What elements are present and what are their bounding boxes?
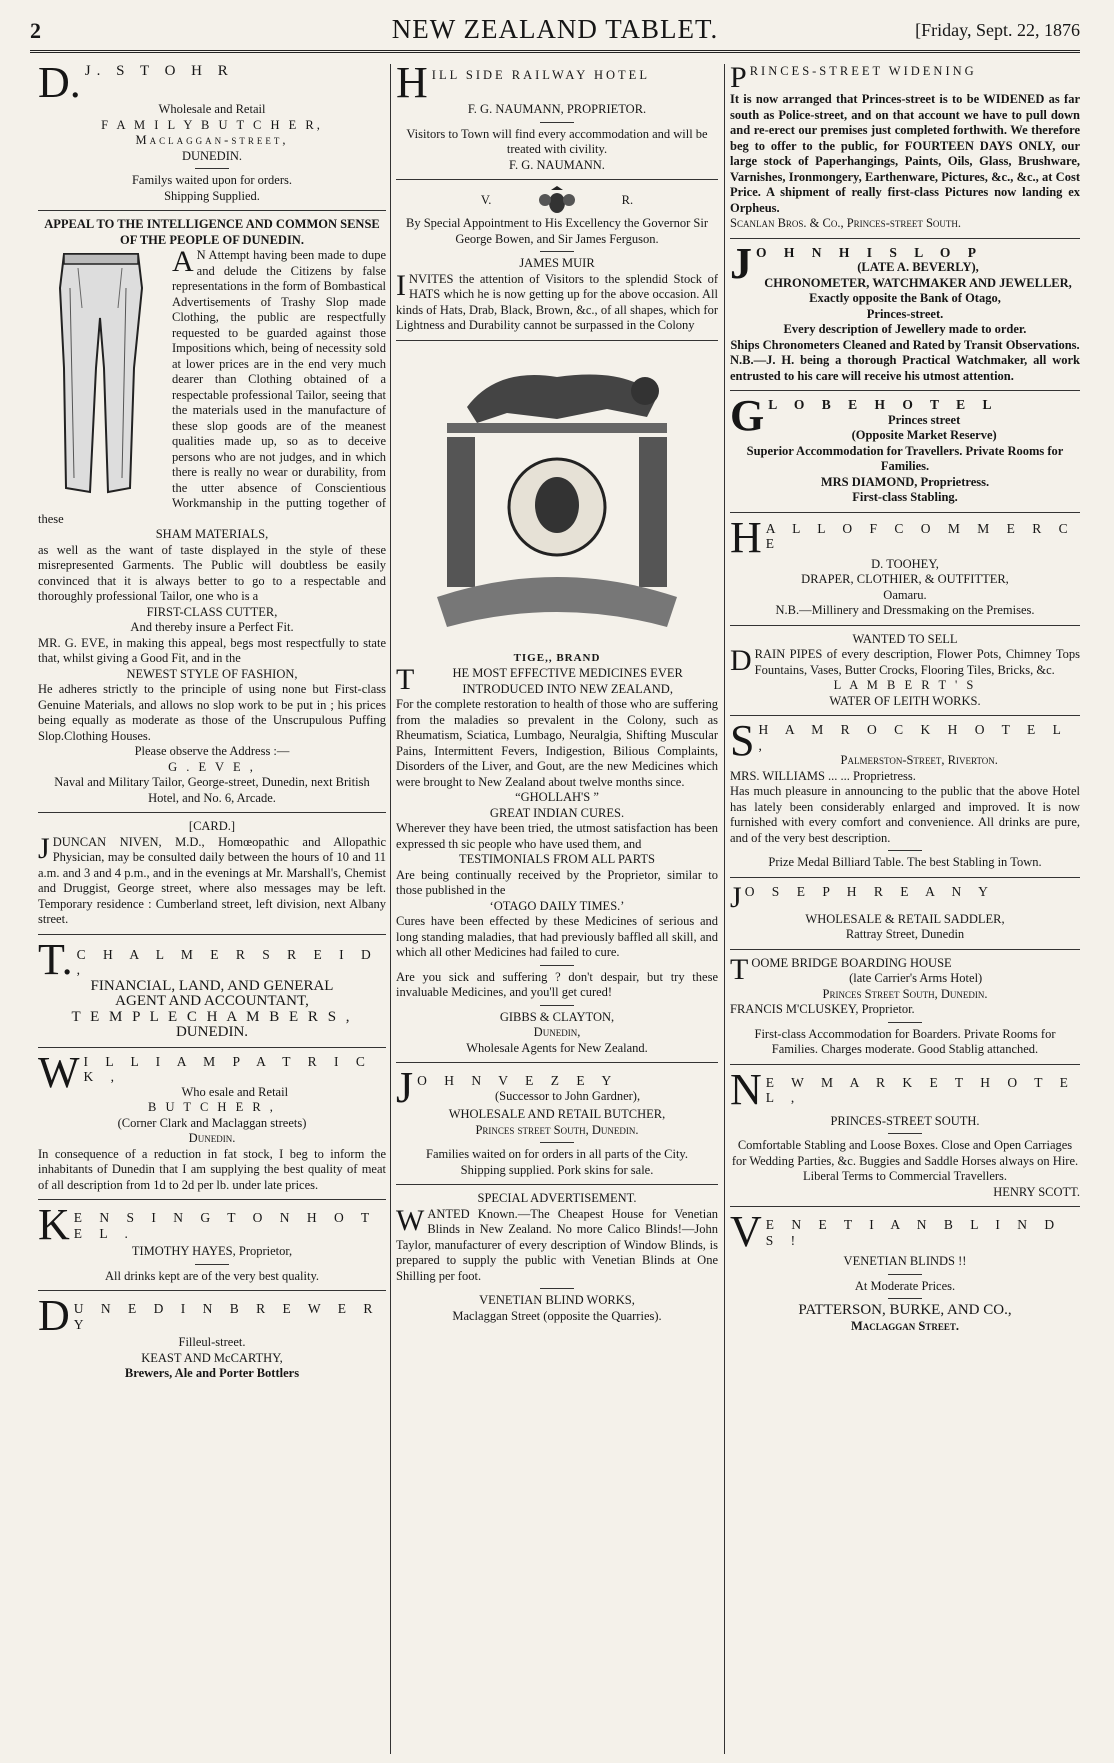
crest-letter: R. bbox=[621, 192, 634, 207]
masthead bbox=[30, 14, 1080, 48]
ad-line: Familys waited upon for orders. bbox=[131, 173, 293, 187]
drop-cap: A bbox=[172, 245, 194, 278]
advertiser-name: C H A L M E R S R E I D , bbox=[76, 946, 378, 977]
column-1 bbox=[38, 64, 386, 1754]
ad-separator bbox=[38, 1047, 386, 1048]
ad-line: Princes street bbox=[887, 412, 961, 427]
ad-separator bbox=[396, 1062, 718, 1063]
short-rule bbox=[540, 965, 574, 966]
ad-headline: OOME BRIDGE BOARDING HOUSE bbox=[751, 955, 952, 970]
ad-line: Filleul-street. bbox=[178, 1335, 246, 1349]
drop-cap: W bbox=[396, 1203, 425, 1237]
ad-body: Comfortable Stabling and Loose Boxes. Close and Open Carriages for Wedding Parties, &c. Buggies and Saddle Horses always on Hire. Liberal Terms to Commercial Travellers. bbox=[731, 1138, 1079, 1183]
ad-line: B U T C H E R , bbox=[148, 1100, 276, 1114]
ad-sign: VENETIAN BLIND WORKS, bbox=[479, 1293, 635, 1307]
advertiser-name: O S E P H R E A N Y bbox=[744, 883, 995, 899]
ad-separator bbox=[730, 625, 1080, 626]
ad-hillside-hotel bbox=[396, 64, 718, 173]
advertiser-name: L O B E H O T E L bbox=[768, 397, 999, 412]
ad-title: TESTIMONIALS FROM ALL PARTS bbox=[459, 852, 655, 866]
drop-cap: J bbox=[38, 831, 50, 865]
advertiser-name: O H N V E Z E Y bbox=[417, 1073, 619, 1088]
ad-separator bbox=[38, 934, 386, 935]
ad-body: Families waited on for orders in all parts of the City. bbox=[426, 1147, 688, 1161]
drop-cap: S bbox=[730, 716, 755, 765]
short-rule bbox=[540, 1005, 574, 1006]
trousers-illustration bbox=[38, 248, 166, 498]
ad-line: Rattray Street, Dunedin bbox=[845, 927, 965, 941]
short-rule bbox=[540, 1142, 574, 1143]
drop-cap: J bbox=[730, 880, 742, 914]
ad-hall-of-commerce bbox=[730, 512, 1080, 619]
ad-address: Maclaggan Street (opposite the Quarries). bbox=[452, 1308, 662, 1323]
ad-separator bbox=[38, 1290, 386, 1291]
royal-crest-icon bbox=[535, 186, 579, 216]
advertiser-name: J. S T O H R bbox=[84, 64, 234, 79]
column-divider bbox=[390, 64, 391, 1754]
ad-line: FRANCIS M'CLUSKEY, Proprietor. bbox=[730, 1002, 915, 1016]
ad-body: ANTED Known.—The Cheapest House for Venetian Blinds in New Zealand. No more Calico Blinds!—John Taylor, manufacturer of every description of Window Blinds, is prepared to supply the public with Venetian Blinds at One Shilling per foot. bbox=[396, 1206, 718, 1283]
ad-body: Are being continually received by the Proprietor, similar to those published in the bbox=[396, 867, 718, 897]
newspaper-title: NEW ZEALAND TABLET. bbox=[391, 14, 719, 44]
ad-line: FINANCIAL, LAND, AND GENERAL bbox=[90, 977, 334, 994]
advertiser-name: E W M A R K E T H O T E L , bbox=[765, 1074, 1075, 1105]
ad-venetian-blinds bbox=[730, 1207, 1080, 1334]
drop-cap: D bbox=[38, 1291, 70, 1340]
advertiser-name: G . E V E , bbox=[168, 759, 256, 774]
ad-body: Shipping supplied. Pork skins for sale. bbox=[460, 1162, 654, 1177]
ad-line: Exactly opposite the Bank of Otago, bbox=[809, 291, 1001, 305]
ad-body: Cures have been effected by these Medicines of serious and long standing maladies, that had previously baffled all skill, and which all other Medicines had failed to cure. bbox=[396, 914, 718, 959]
ad-line: N.B.—Millinery and Dressmaking on the Premises. bbox=[775, 603, 1035, 617]
column-divider bbox=[724, 64, 725, 1754]
ad-line: DRAPER, CLOTHIER, & OUTFITTER, bbox=[801, 572, 1009, 586]
ad-line: Wholesale and Retail bbox=[158, 102, 266, 116]
ad-body: N Attempt having been made to dupe and delude the Citizens by false representations in the form of Bombastical Advertisements of Trashy Slop made Clothing, the public are respectfully requested to be guarded against those Impositions which, being of necessity sold at lower prices are in the end very much dearer than Clothing obtained of a respectable professional Tailor, seeing that the materials used in the manufacture of these slop goods are of the meanest qualities made up, so as to deceive persons who are not judges, and in which there is really no wear or durability, from the utter absence of Conscientious Workmanship in the putting together of these bbox=[38, 248, 386, 526]
ad-dunedin-brewery bbox=[38, 1291, 386, 1382]
short-rule bbox=[888, 850, 922, 851]
advertiser-name: L A M B E R T ' S bbox=[833, 678, 977, 692]
ad-line: WATER OF LEITH WORKS. bbox=[829, 693, 981, 708]
advertiser-name: H A M R O C K H O T E L , bbox=[758, 722, 1068, 753]
ad-stohr bbox=[38, 64, 386, 204]
ad-sign: Scanlan Bros. & Co., Princes-street South. bbox=[730, 216, 962, 230]
ad-sign: GIBBS & CLAYTON, bbox=[499, 1009, 615, 1024]
short-rule bbox=[195, 1264, 229, 1265]
drop-cap: T bbox=[730, 952, 749, 986]
ad-body: Has much pleasure in announcing to the public that the above Hotel has lately been considerably enlarged and improved. It is now furnished with every comfort and convenience. All drinks are pure, and of the very best description. bbox=[730, 784, 1080, 845]
drop-cap: J bbox=[396, 1063, 414, 1112]
short-rule bbox=[888, 1298, 922, 1299]
ad-label: [CARD.] bbox=[188, 819, 236, 833]
short-rule bbox=[888, 1133, 922, 1134]
drop-cap: D. bbox=[38, 64, 81, 107]
ad-body: DUNCAN NIVEN, M.D., Homœopathic and Allopathic Physician, may be consulted daily between the hours of 10 and 11 a.m. and 3 and 4 p.m., and in the evenings at Mr. Marshall's, Chemist and Druggist, George street, where also messages may be left. Temporary residence : Cumberland street, left division, next Albany street. bbox=[38, 834, 386, 926]
advertiser-name: ILL SIDE RAILWAY HOTEL bbox=[431, 68, 650, 82]
ad-body: Wherever they have been tried, the utmost satisfaction has been expressed th sic people who have used them, and bbox=[396, 821, 718, 851]
ad-body: By Special Appointment to His Excellency the Governor Sir George Bowen, and Sir James Ferguson. bbox=[405, 216, 709, 246]
drop-cap: T bbox=[396, 663, 415, 696]
ad-body: And thereby insure a Perfect Fit. bbox=[130, 620, 294, 634]
ad-body: NVITES the attention of Visitors to the splendid Stock of HATS which he is now getting up for the above occasion. All kinds of Hats, Drab, Black, Brown, &c., of all shapes, which for Lightness and Durability cannot be surpassed in the Colony bbox=[396, 271, 718, 332]
ad-globe-hotel bbox=[730, 391, 1080, 506]
ad-separator bbox=[396, 340, 718, 341]
ad-line: (late Carrier's Arms Hotel) bbox=[849, 971, 983, 985]
ad-separator bbox=[730, 238, 1080, 239]
ad-body: Every description of Jewellery made to order. bbox=[783, 322, 1027, 336]
drop-cap: H bbox=[730, 512, 762, 562]
ad-line: T E M P L E C H A M B E R S , bbox=[71, 1008, 353, 1025]
ad-toome-bridge bbox=[730, 952, 1080, 1058]
ad-line: CHRONOMETER, WATCHMAKER AND JEWELLER, bbox=[764, 275, 1072, 290]
drop-cap: T. bbox=[38, 934, 73, 984]
ad-line: Superior Accommodation for Travellers. Private Rooms for Families. bbox=[746, 443, 1064, 473]
ad-address: Naval and Military Tailor, George-street, Dunedin, next British Hotel, and No. 6, Arcade. bbox=[54, 775, 370, 805]
ad-patrick bbox=[38, 1047, 386, 1194]
ad-line: (Successor to John Gardner), bbox=[495, 1088, 641, 1103]
ad-sign: HENRY SCOTT. bbox=[993, 1184, 1080, 1199]
ad-separator bbox=[730, 877, 1080, 878]
ad-lamberts-works bbox=[730, 632, 1080, 710]
ad-separator bbox=[730, 1206, 1080, 1207]
ad-body: He adheres strictly to the principle of using none but First-class Genuine Materials, and allows no slop work to be put in ; his prices being equally as moderate as those of the Unscrupulous Puffing Slop.Clothing Houses. bbox=[38, 682, 386, 743]
ad-body: Ships Chronometers Cleaned and Rated by Transit Observations. bbox=[730, 337, 1080, 352]
ad-line: TIMOTHY HAYES, Proprietor, bbox=[131, 1244, 293, 1258]
ad-title: “GHOLLAH'S ” bbox=[515, 790, 599, 804]
short-rule bbox=[195, 168, 229, 169]
ad-separator bbox=[396, 1184, 718, 1185]
advertiser-name: E N S I N G T O N H O T E L . bbox=[73, 1210, 376, 1241]
ad-body: N.B.—J. H. being a thorough Practical Watchmaker, all work entrusted to his care will receive his utmost attention. bbox=[730, 353, 1080, 383]
ad-kensington bbox=[38, 1200, 386, 1284]
ad-sign: Dunedin, bbox=[533, 1025, 581, 1039]
column-3 bbox=[730, 64, 1080, 1754]
ad-separator bbox=[38, 210, 386, 211]
ad-body: Prize Medal Billiard Table. The best Stabling in Town. bbox=[768, 855, 1042, 869]
short-rule bbox=[888, 1274, 922, 1275]
ad-line: AGENT AND ACCOUNTANT, bbox=[115, 993, 309, 1009]
ad-body: It is now arranged that Princes-street is to be WIDENED as far south as Police-street, and on that account we have to pull down and re-erect our premises just completed forthwith. We therefore beg to offer to the public, for FOURTEEN DAYS ONLY, our large stock of Paperhangings, Paints, Oils, Glass, Brushware, Varnishes, Ironmongery, Earthenware, Pictures, &c., &c., at Cost Price. A shipment of really first-class Pictures now landing ex Orpheus. bbox=[730, 92, 1080, 215]
advertiser-name: E N E T I A N B L I N D S ! bbox=[765, 1217, 1062, 1248]
ad-separator bbox=[730, 715, 1080, 716]
ad-sign: F. G. NAUMANN. bbox=[509, 157, 605, 172]
ad-headline: HE MOST EFFECTIVE MEDICINES EVER INTRODUCED INTO NEW ZEALAND, bbox=[452, 666, 683, 696]
ad-line: Princes-street. bbox=[866, 306, 944, 321]
ad-line: D. TOOHEY, bbox=[871, 556, 939, 571]
short-rule bbox=[888, 1022, 922, 1023]
drop-cap: D bbox=[730, 644, 752, 677]
ad-caps-line: SHAM MATERIALS, bbox=[155, 527, 269, 541]
ad-gholah-medicines bbox=[396, 347, 718, 1057]
ad-body: MR. G. EVE, in making this appeal, begs most respectfully to state that, whilst giving a Good Fit, and in the bbox=[38, 635, 386, 665]
ad-body: In consequence of a reduction in fat stock, I beg to inform the inhabitants of Dunedin that I am supplying the best quality of meat of all description from 1d to 2d per lb. under late prices. bbox=[38, 1146, 386, 1192]
ad-separator bbox=[730, 1064, 1080, 1065]
ad-line: Shipping Supplied. bbox=[164, 188, 260, 203]
tiger-brand-engraving bbox=[407, 347, 707, 647]
ad-line: Princes street South, Dunedin. bbox=[475, 1122, 639, 1137]
ad-line: (Corner Clark and Maclaggan streets) bbox=[117, 1115, 307, 1130]
ad-line: (LATE A. BEVERLY), bbox=[857, 260, 979, 274]
ad-body: RAIN PIPES of every description, Flower Pots, Chimney Tops Fountains, Vases, Butter Crocks, Flooring Tiles, Bricks, &c. bbox=[754, 647, 1080, 677]
ad-body: First-class Accommodation for Boarders. Private Rooms for Families. Charges moderate. Good Stablig attanched. bbox=[754, 1026, 1056, 1056]
page-number: 2 bbox=[30, 18, 41, 43]
advertiser-name: U N E D I N B R E W E R Y bbox=[73, 1301, 380, 1332]
ad-line: PRINCES-STREET SOUTH. bbox=[830, 1113, 980, 1128]
ad-newmarket-hotel bbox=[730, 1064, 1080, 1201]
advertiser-name: JAMES MUIR bbox=[519, 256, 595, 270]
ad-line: MRS DIAMOND, Proprietress. bbox=[820, 474, 990, 489]
ad-body: Visitors to Town will find every accommodation and will be treated with civility. bbox=[406, 126, 708, 156]
ad-line: Maclaggan Street. bbox=[850, 1318, 959, 1333]
ad-line: VENETIAN BLINDS !! bbox=[843, 1254, 967, 1268]
short-rule bbox=[540, 251, 574, 252]
ad-body: All drinks kept are of the very best quality. bbox=[104, 1268, 320, 1283]
drop-cap: V bbox=[730, 1207, 762, 1256]
ad-reid bbox=[38, 934, 386, 1041]
ad-niven bbox=[38, 819, 386, 928]
ad-line: At Moderate Prices. bbox=[854, 1278, 956, 1293]
ad-body: Are you sick and suffering ? don't despair, but try these invaluable Medicines, and you'll get cured! bbox=[396, 969, 718, 999]
ad-line: WHOLESALE AND RETAIL BUTCHER, bbox=[448, 1107, 666, 1121]
drop-cap: G bbox=[730, 391, 765, 440]
advertiser-name: O H N H I S L O P bbox=[756, 244, 984, 260]
ad-special-advertisement bbox=[396, 1191, 718, 1324]
ad-separator bbox=[38, 812, 386, 813]
drop-cap: H bbox=[396, 64, 428, 107]
ad-separator bbox=[730, 390, 1080, 391]
ad-line: F. G. NAUMANN, PROPRIETOR. bbox=[467, 102, 647, 116]
ad-princes-street-widening bbox=[730, 64, 1080, 232]
ad-separator bbox=[396, 179, 718, 180]
ad-sign: Wholesale Agents for New Zealand. bbox=[466, 1040, 648, 1055]
short-rule bbox=[540, 122, 574, 123]
ad-line: Princes Street South, Dunedin. bbox=[822, 986, 988, 1001]
ad-header: SPECIAL ADVERTISEMENT. bbox=[477, 1191, 637, 1205]
ad-eve-tailor bbox=[38, 217, 386, 806]
drop-cap: W bbox=[38, 1047, 80, 1097]
ad-line: Who esale and Retail bbox=[181, 1084, 289, 1099]
ad-line: PATTERSON, BURKE, AND CO., bbox=[798, 1302, 1012, 1318]
ad-line: DUNEDIN. bbox=[175, 1024, 249, 1040]
crest-letter: V. bbox=[480, 192, 492, 207]
ad-caps-line: FIRST-CLASS CUTTER, bbox=[146, 604, 278, 619]
ad-title: GREAT INDIAN CURES. bbox=[489, 805, 625, 820]
ad-line: Please observe the Address :— bbox=[134, 744, 290, 758]
ad-separator bbox=[730, 949, 1080, 950]
issue-date: [Friday, Sept. 22, 1876 bbox=[915, 20, 1080, 40]
ad-james-muir bbox=[396, 186, 718, 334]
ad-separator bbox=[730, 512, 1080, 513]
ad-joseph-reany bbox=[730, 880, 1080, 943]
advertiser-name: I L L I A M P A T R I C K , bbox=[83, 1053, 372, 1084]
ad-title: ‘OTAGO DAILY TIMES.’ bbox=[489, 898, 625, 913]
ad-headline: APPEAL TO THE INTELLIGENCE AND COMMON SENSE OF THE PEOPLE OF DUNEDIN. bbox=[44, 217, 380, 247]
ad-header: WANTED TO SELL bbox=[852, 631, 958, 646]
drop-cap: I bbox=[396, 268, 406, 302]
drop-cap: P bbox=[730, 64, 747, 94]
drop-cap: N bbox=[730, 1064, 762, 1114]
masthead-rule bbox=[30, 50, 1080, 53]
ad-line: Brewers, Ale and Porter Bottlers bbox=[124, 1366, 300, 1380]
ad-line: DUNEDIN. bbox=[181, 148, 243, 163]
ad-line: First-class Stabling. bbox=[852, 490, 958, 504]
ad-line: F A M I L Y B U T C H E R, bbox=[101, 117, 323, 132]
ad-line: KEAST AND McCARTHY, bbox=[141, 1350, 283, 1365]
ad-shamrock-hotel bbox=[730, 716, 1080, 871]
drop-cap: J bbox=[730, 238, 752, 288]
ad-body: For the complete restoration to health of those who are suffering from the maladies so prevalent in the Colony, such as Rheumatism, Sciatica, Lumbago, Neuralgia, Shifting Muscular Pains, Intermittent Fevers, Indigestion, Bilious Complaints, Disorders of the Liver, and Gout, are the new Medicines which were brought to New Zealand about twelve months since. bbox=[396, 697, 718, 789]
ad-line: Palmerston-Street, Riverton. bbox=[840, 753, 998, 767]
ad-headline: RINCES-STREET WIDENING bbox=[749, 64, 977, 78]
ad-line: Oamaru. bbox=[883, 587, 927, 602]
image-caption: TIGE,, BRAND bbox=[513, 651, 601, 664]
ad-line: WHOLESALE & RETAIL SADDLER, bbox=[805, 911, 1005, 926]
ad-caps-line: NEWEST STYLE OF FASHION, bbox=[126, 666, 298, 681]
ad-separator bbox=[38, 1199, 386, 1200]
ad-body: as well as the want of taste displayed in the style of these misrepresented Garments. The Public will doubtless be easily convinced that it is always better to go to a respectable and thoroughly professional Tailor, one who is a bbox=[38, 542, 386, 603]
ad-john-vezey bbox=[396, 1063, 718, 1178]
short-rule bbox=[540, 1288, 574, 1289]
advertiser-name: A L L O F C O M M E R C E bbox=[765, 520, 1075, 551]
ad-line: (Opposite Market Reserve) bbox=[851, 428, 997, 442]
column-2 bbox=[396, 64, 718, 1754]
drop-cap: K bbox=[38, 1200, 70, 1249]
ad-line: Dunedin. bbox=[188, 1131, 236, 1145]
ad-john-hislop bbox=[730, 238, 1080, 385]
ad-line: MRS. WILLIAMS ... ... Proprietress. bbox=[730, 768, 916, 783]
ad-line: Maclaggan-street, bbox=[135, 133, 289, 147]
